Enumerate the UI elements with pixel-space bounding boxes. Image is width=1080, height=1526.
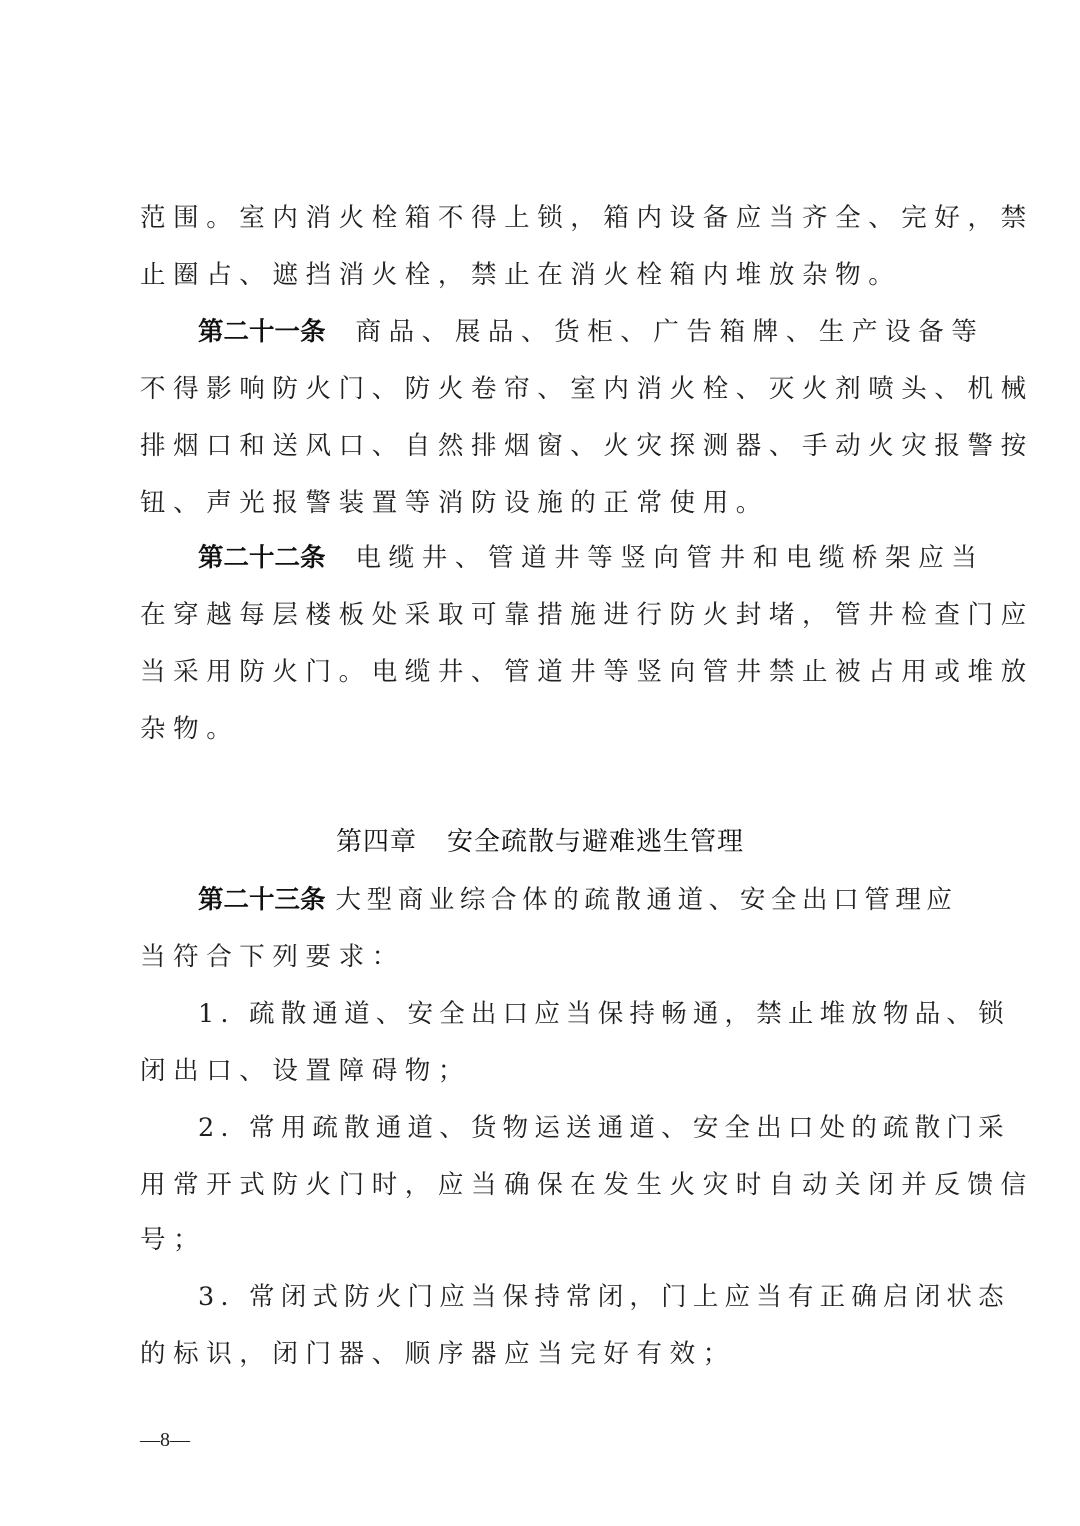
paragraph-line: 不得影响防火门、防火卷帘、室内消火栓、灭火剂喷头、机械 xyxy=(140,374,1034,404)
paragraph-line: 范围。室内消火栓箱不得上锁，箱内设备应当齐全、完好，禁 xyxy=(140,203,1034,233)
paragraph-line: 止圈占、遮挡消火栓，禁止在消火栓箱内堆放杂物。 xyxy=(140,260,902,290)
paragraph-line: 用常开式防火门时，应当确保在发生火灾时自动关闭并反馈信 xyxy=(140,1170,1034,1200)
article-23-label: 第二十三条 xyxy=(198,885,326,915)
paragraph-line: 当符合下列要求： xyxy=(140,942,405,972)
page-number: —8— xyxy=(140,1429,190,1451)
article-21-first-line xyxy=(198,312,985,352)
article-23-text: 大型商业综合体的疏散通道、安全出口管理应 xyxy=(335,885,958,915)
paragraph-line: 排烟口和送风口、自然排烟窗、火灾探测器、手动火灾报警按 xyxy=(140,431,1034,461)
list-item-2-first-line: 2. 常用疏散通道、货物运送通道、安全出口处的疏散门采 xyxy=(198,1113,1010,1143)
article-22-label: 第二十二条 xyxy=(198,543,326,573)
chapter-heading xyxy=(0,820,1080,864)
article-22-first-line xyxy=(198,538,985,578)
article-21-label: 第二十一条 xyxy=(198,317,326,347)
paragraph-line: 闭出口、设置障碍物； xyxy=(140,1056,472,1086)
article-21-text: 商品、展品、货柜、广告箱牌、生产设备等 xyxy=(355,317,985,347)
paragraph-line: 当采用防火门。电缆井、管道井等竖向管井禁止被占用或堆放 xyxy=(140,657,1034,687)
paragraph-line: 号； xyxy=(140,1225,207,1255)
paragraph-line: 钮、声光报警装置等消防设施的正常使用。 xyxy=(140,488,769,518)
article-23-first-line xyxy=(198,880,958,920)
chapter-number: 第四章 xyxy=(335,827,417,857)
chapter-title: 安全疏散与避难逃生管理 xyxy=(447,827,745,857)
paragraph-line: 杂物。 xyxy=(140,714,240,744)
article-22-text: 电缆井、管道井等竖向管井和电缆桥架应当 xyxy=(355,543,985,573)
paragraph-line: 在穿越每层楼板处采取可靠措施进行防火封堵，管井检查门应 xyxy=(140,600,1034,630)
list-item-1-first-line: 1. 疏散通道、安全出口应当保持畅通，禁止堆放物品、锁 xyxy=(198,999,1010,1029)
paragraph-line: 的标识，闭门器、顺序器应当完好有效； xyxy=(140,1339,736,1369)
list-item-3-first-line: 3. 常闭式防火门应当保持常闭，门上应当有正确启闭状态 xyxy=(198,1282,1010,1312)
